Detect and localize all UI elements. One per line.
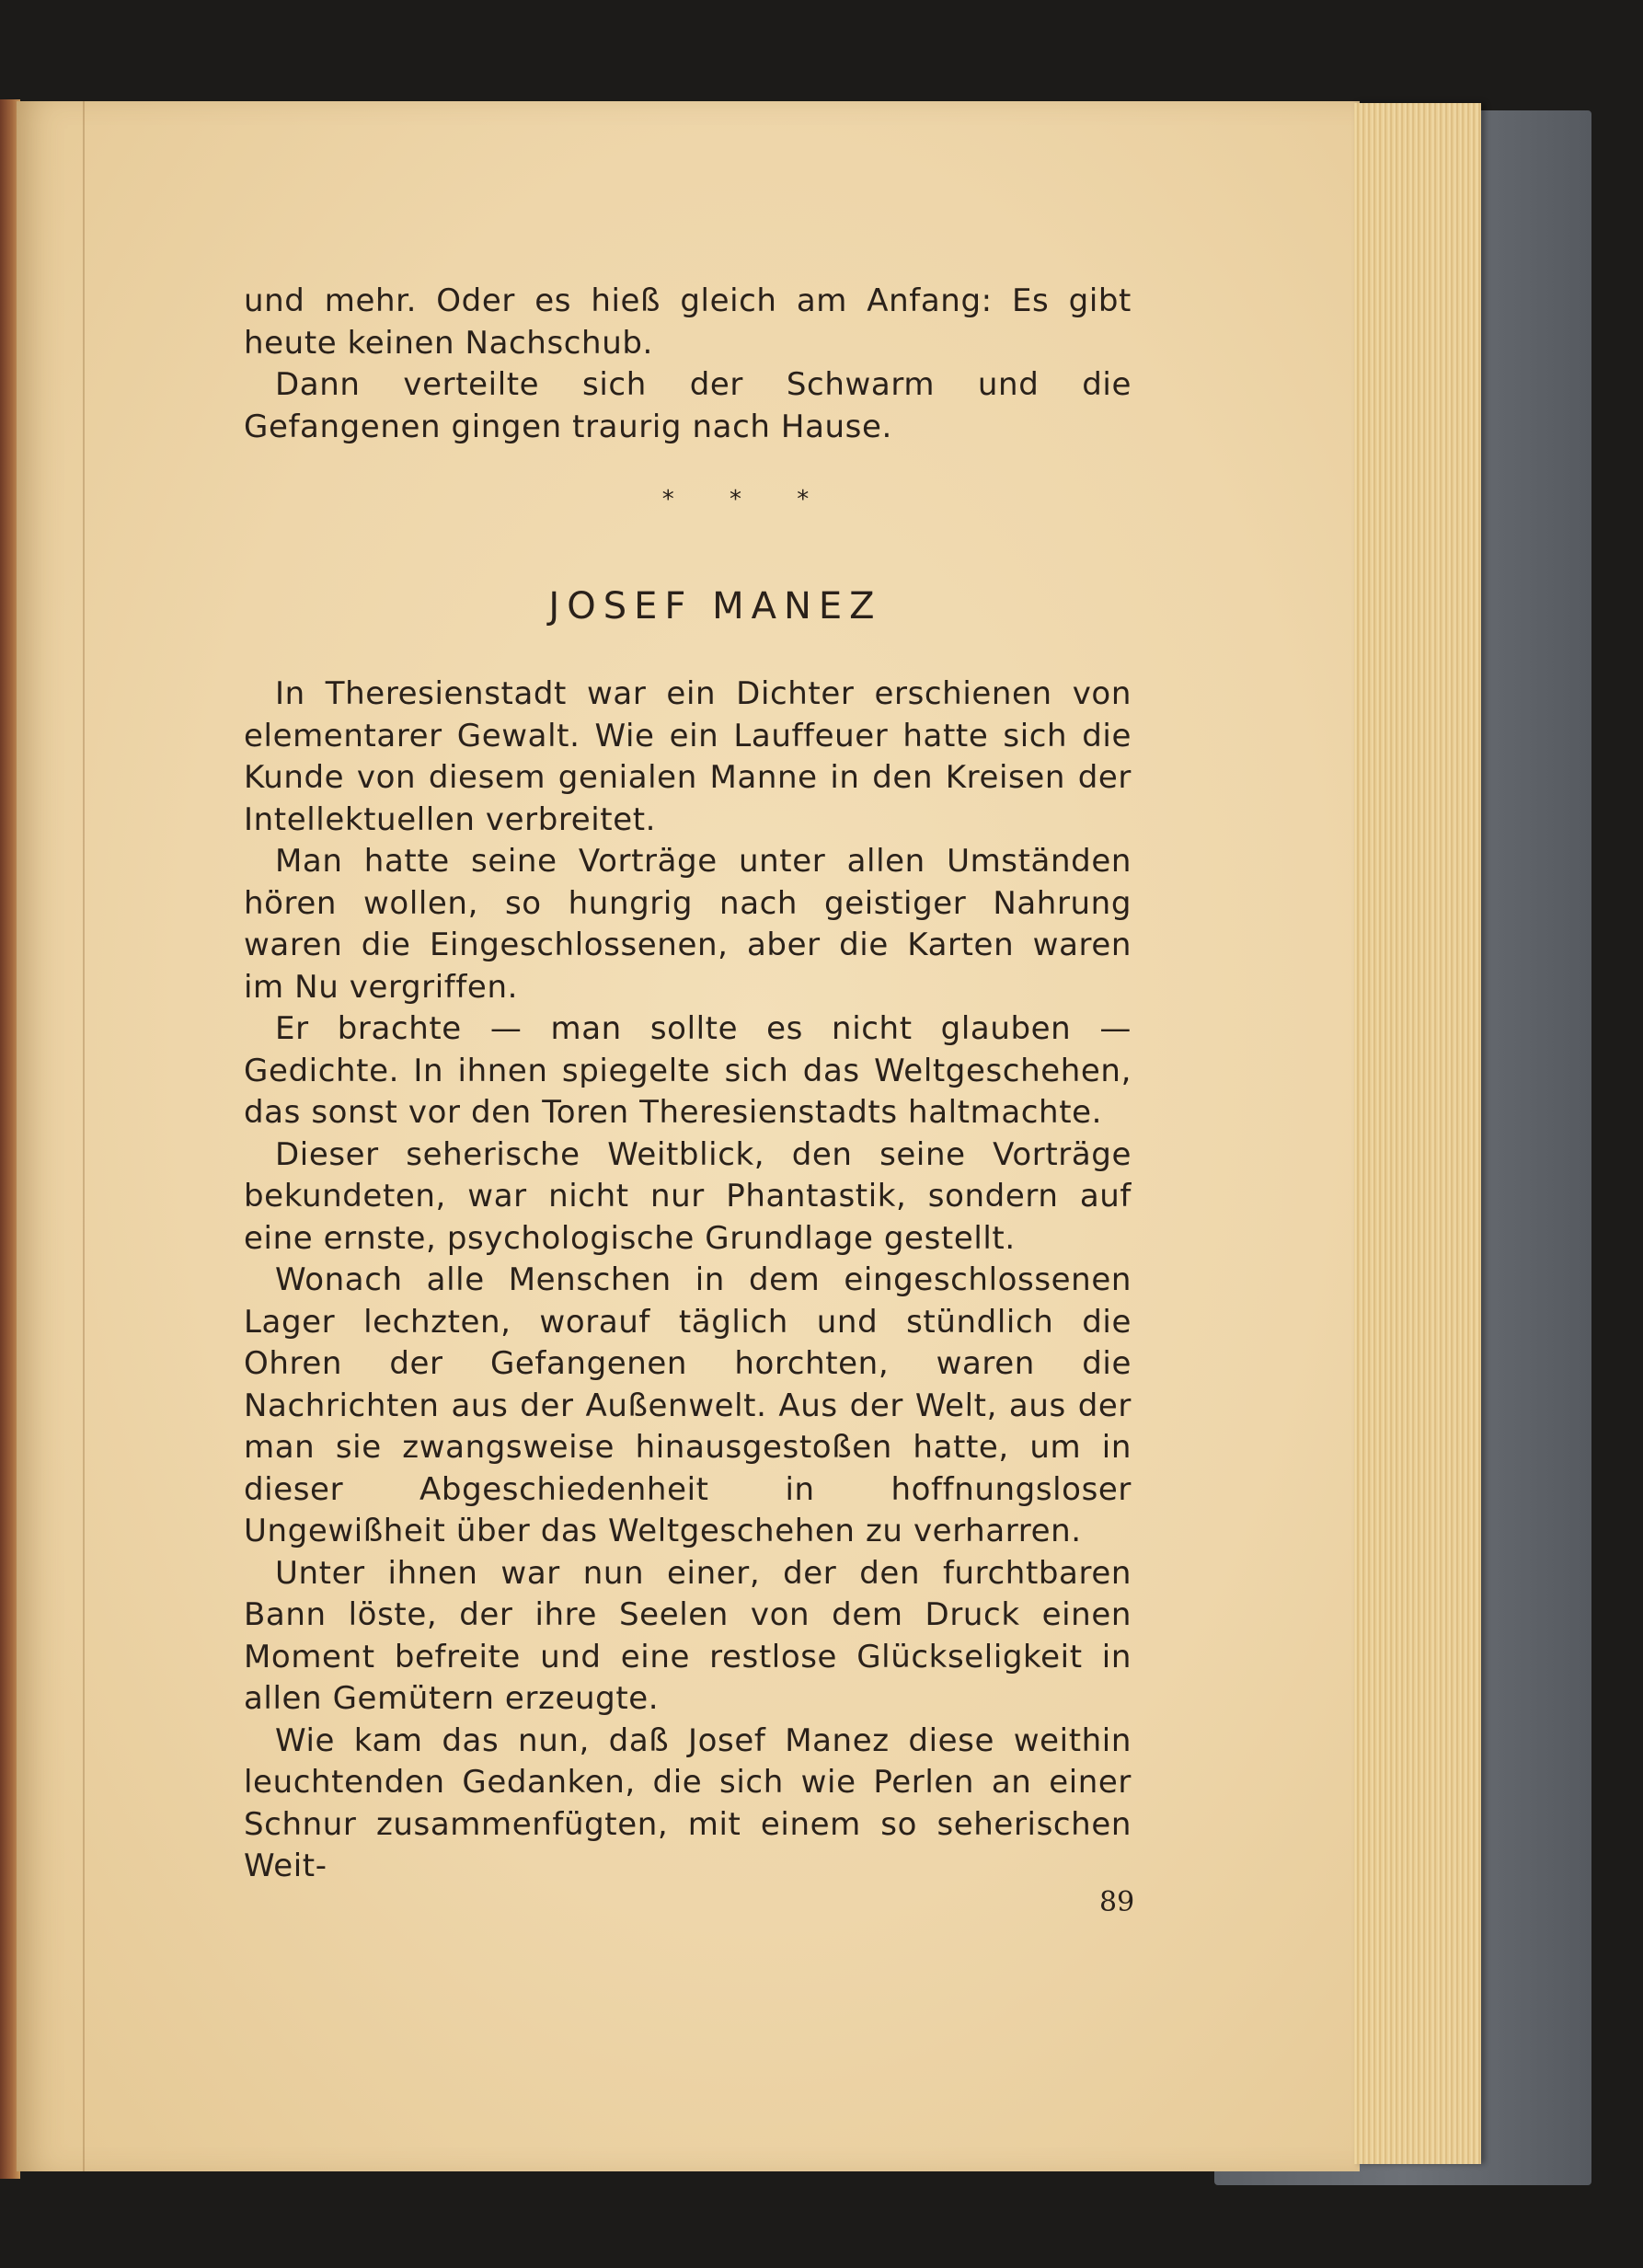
page-block-edges: [1354, 103, 1481, 2164]
page-text: [244, 281, 1132, 1888]
paragraph: Man hatte seine Vorträge unter allen Umständen hören wollen, so hungrig nach geistiger Nahrung waren die Eingeschlossenen, aber die Karten waren im Nu vergriffen.: [244, 843, 1132, 1006]
paragraph: Wonach alle Menschen in dem eingeschlossenen Lager lechzten, worauf täglich und stündlich die Ohren der Gefangenen horchten, waren die Nachrichten aus der Außenwelt. Aus der Welt, aus der man sie zwangsweise hinausgestoßen hatte, um in dieser Abgeschiedenheit in hoffnungsloser Ungewißheit über das Weltgeschehen zu verharren.: [244, 1261, 1132, 1549]
paragraph: Dieser seherische Weitblick, den seine Vorträge bekundeten, war nicht nur Phantastik, sondern auf eine ernste, psychologische Grundlage gestellt.: [244, 1135, 1132, 1257]
section-separator: * * *: [661, 486, 833, 513]
paragraph: Unter ihnen war nun einer, der den furchtbaren Bann löste, der ihre Seelen von dem Druck einen Moment befreite und eine restlose Glückseligkeit in allen Gemütern erzeugte.: [244, 1554, 1132, 1717]
paragraph: Er brachte — man sollte es nicht glauben — Gedichte. In ihnen spiegelte sich das Weltgeschehen, das sonst vor den Toren Theresienstadts haltmachte.: [244, 1010, 1132, 1131]
chapter-heading: JOSEF MANEZ: [548, 584, 882, 627]
paragraph: Wie kam das nun, daß Josef Manez diese weithin leuchtenden Gedanken, die sich wie Perlen an einer Schnur zusammenfügten, mit einem so seherischen Weit-: [244, 1721, 1132, 1884]
page-number: 89: [1099, 1886, 1135, 1918]
paragraph: Dann verteilte sich der Schwarm und die Gefangenen gingen traurig nach Hause.: [244, 366, 1132, 445]
gutter-fold: [83, 101, 85, 2171]
paragraph-continuation: und mehr. Oder es hieß gleich am Anfang: Es gibt heute keinen Nachschub.: [244, 282, 1132, 362]
paragraph: In Theresienstadt war ein Dichter erschienen von elementarer Gewalt. Wie ein Lauffeuer hatte sich die Kunde von diesem genialen Manne in den Kreisen der Intellektuellen verbreitet.: [244, 675, 1132, 838]
